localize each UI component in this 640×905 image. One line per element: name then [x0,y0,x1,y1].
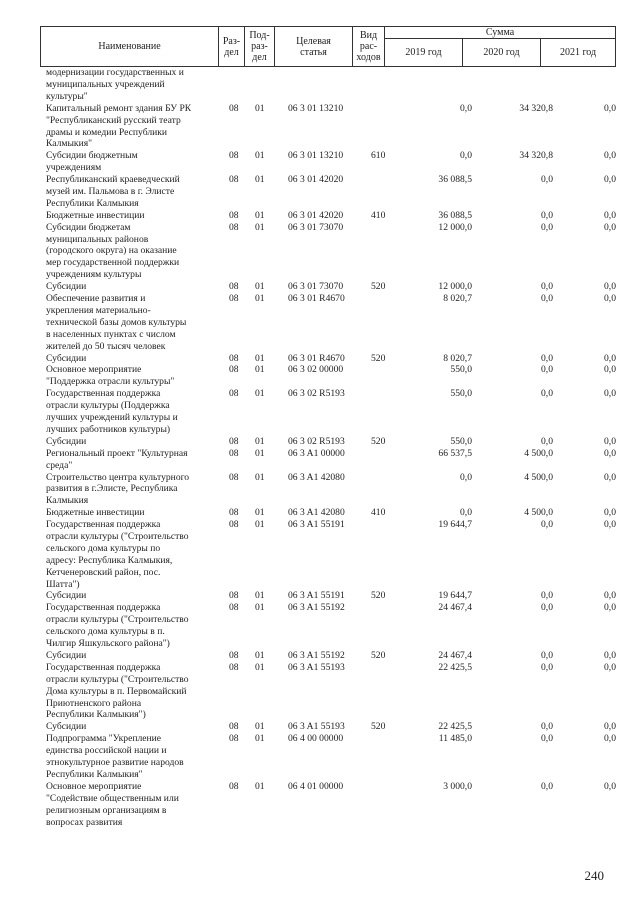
row-name-line: единства российской нации и [46,745,167,757]
row-name-line: Государственная поддержка [46,602,161,614]
row-name-line: Региональный проект "Культурная [46,447,188,459]
row-sum-2021: 0,0 [604,733,616,745]
row-name [46,507,218,519]
table-row [0,67,640,103]
row-name-line: Чилгир Яшкульского района") [46,638,170,650]
row-name-line: лучших учреждений культуры и [46,412,178,424]
row-name-line: муниципальных районов [46,233,149,245]
row-sum-2019: 550,0 [450,364,472,376]
row-name-line: Государственная поддержка [46,519,161,531]
row-name-line: вопросах развития [46,816,123,828]
row-name-line: укрепления материально- [46,304,151,316]
header-razdel-line-1: Раз- [222,35,241,47]
row-name-line: Государственная поддержка [46,388,161,400]
row-sum-2020: 34 320,8 [519,150,553,162]
table-row [0,281,640,293]
row-sum-2020: 0,0 [541,364,553,376]
table-row [0,472,640,508]
row-name [46,103,218,151]
table-row [0,590,640,602]
row-razdel: 08 [229,780,239,792]
row-name-line: отрасли культуры ("Строительство [46,614,189,626]
row-name-line: лучших работников культуры) [46,423,171,435]
row-sum-2021: 0,0 [604,293,616,305]
row-name [46,590,218,602]
row-name-line: отрасли культуры ("Строительство [46,531,189,542]
row-name-line: отрасли культуры (Поддержка [46,400,170,412]
row-razdel: 08 [229,150,239,162]
row-razdel: 08 [229,352,239,364]
row-podrazdel: 01 [255,364,265,376]
row-tselevaya: 06 3 A1 55192 [288,649,345,661]
table-row [0,733,640,781]
row-sum-2021: 0,0 [604,649,616,661]
row-sum-2019: 22 425,5 [438,721,472,733]
header-podrazdel-line-2: раз- [251,41,268,52]
header-vid [353,27,385,67]
row-sum-2020: 0,0 [541,721,553,733]
row-name-line: Субсидии [46,721,87,733]
row-podrazdel: 01 [255,281,265,293]
header-razdel-line-2: дел [224,46,239,58]
table-row [0,781,640,829]
header-summa: Сумма [385,27,616,39]
row-tselevaya: 06 3 01 R4670 [288,352,345,364]
row-sum-2020: 4 500,0 [524,507,553,519]
row-name [46,436,218,448]
row-sum-2019: 550,0 [450,388,472,400]
row-name-line: Республики Калмыкия [46,197,139,209]
header-tselevaya [275,27,353,67]
table-row [0,388,640,436]
row-name-line: Основное мероприятие [46,364,142,376]
row-podrazdel: 01 [255,447,265,459]
header-tselevaya-line-1: Целевая [296,35,331,47]
row-tselevaya: 06 3 A1 42080 [288,471,345,483]
row-name [46,650,218,662]
row-name-line: муниципальных учреждений [46,78,165,90]
row-sum-2021: 0,0 [604,447,616,459]
row-tselevaya: 06 3 01 73070 [288,221,344,233]
row-sum-2021: 0,0 [604,352,616,364]
row-sum-2021: 0,0 [604,661,616,673]
row-sum-2020: 0,0 [541,388,553,400]
row-name-line: Субсидии [46,435,87,447]
row-sum-2019: 11 485,0 [438,733,472,745]
header-podrazdel-line-1: Под- [249,30,270,41]
row-name-line: в населенных пунктах с числом [46,328,176,340]
row-name [46,174,218,210]
table-row [0,721,640,733]
row-name [46,67,218,103]
page-number: 240 [584,868,604,883]
row-sum-2020: 0,0 [541,221,553,233]
row-tselevaya: 06 3 A1 42080 [288,507,345,519]
row-podrazdel: 01 [255,293,265,305]
row-name-line: жителей до 50 тысяч человек [46,340,166,352]
row-sum-2020: 0,0 [541,661,553,673]
row-sum-2021: 0,0 [604,209,616,221]
row-name-line: Бюджетные инвестиции [46,507,145,519]
row-razdel: 08 [229,602,239,614]
row-sum-2019: 12 000,0 [438,281,472,293]
row-razdel: 08 [229,447,239,459]
header-tselevaya-line-2: статья [300,46,327,58]
header-vid-line-1: Вид [359,30,378,41]
row-tselevaya: 06 3 A1 55193 [288,721,345,733]
row-name-line: Субсидии [46,590,87,602]
row-podrazdel: 01 [255,388,265,400]
row-sum-2021: 0,0 [604,364,616,376]
row-name-line: культуры" [46,90,88,102]
row-sum-2019: 8 020,7 [443,293,472,305]
row-vid: 520 [371,435,386,447]
row-vid: 520 [371,649,386,661]
row-name [46,448,218,472]
row-sum-2020: 4 500,0 [524,447,553,459]
row-name [46,353,218,365]
row-name-line: Калмыкия" [46,138,93,150]
row-name [46,364,218,388]
row-sum-2020: 0,0 [541,519,553,531]
row-name [46,293,218,353]
row-podrazdel: 01 [255,102,265,114]
row-sum-2019: 0,0 [460,102,472,114]
row-sum-2020: 34 320,8 [519,102,553,114]
row-podrazdel: 01 [255,649,265,661]
row-podrazdel: 01 [255,150,265,162]
row-podrazdel: 01 [255,209,265,221]
row-sum-2021: 0,0 [604,150,616,162]
row-sum-2021: 0,0 [604,388,616,400]
row-podrazdel: 01 [255,221,265,233]
row-vid: 410 [371,507,386,519]
header-name: Наименование [41,27,219,67]
row-sum-2020: 0,0 [541,281,553,293]
row-tselevaya: 06 3 A1 55191 [288,519,345,531]
row-razdel: 08 [229,590,239,602]
row-sum-2019: 0,0 [460,507,472,519]
header-podrazdel [245,27,275,67]
row-vid: 610 [371,150,386,162]
row-name-line: драмы и комедии Республики [46,126,168,138]
row-vid: 410 [371,209,386,221]
row-name-line: Капитальный ремонт здания БУ РК [46,102,192,114]
row-sum-2021: 0,0 [604,590,616,602]
row-name-line: "Содействие общественным или [46,792,179,804]
row-sum-2019: 24 467,4 [438,602,472,614]
row-sum-2019: 19 644,7 [438,519,472,531]
row-name-line: учреждениям [46,162,102,174]
row-sum-2020: 0,0 [541,352,553,364]
row-sum-2021: 0,0 [604,602,616,614]
row-name-line: сельского дома культуры в п. [46,626,165,638]
row-name-line: "Поддержка отрасли культуры" [46,376,175,388]
table-row [0,436,640,448]
row-sum-2019: 0,0 [460,471,472,483]
row-sum-2020: 0,0 [541,435,553,447]
row-name-line: Субсидии бюджетным [46,150,138,162]
row-name-line: Субсидии [46,649,87,661]
row-name [46,602,218,650]
row-sum-2021: 0,0 [604,102,616,114]
header-vid-line-3: ходов [356,52,381,63]
row-tselevaya: 06 3 02 00000 [288,364,344,376]
row-name-line: (городского округа) на оказание [46,245,177,257]
row-name-line: Государственная поддержка [46,661,161,673]
row-name [46,721,218,733]
row-tselevaya: 06 3 01 73070 [288,281,344,293]
row-razdel: 08 [229,281,239,293]
row-tselevaya: 06 3 A1 55191 [288,590,345,602]
header-year-2021: 2021 год [541,39,616,67]
row-tselevaya: 06 3 01 42020 [288,174,344,186]
row-vid: 520 [371,590,386,602]
row-vid: 520 [371,721,386,733]
row-podrazdel: 01 [255,435,265,447]
row-name [46,210,218,222]
row-sum-2020: 0,0 [541,293,553,305]
table-row [0,650,640,662]
table-row [0,293,640,353]
row-sum-2021: 0,0 [604,471,616,483]
row-sum-2019: 550,0 [450,435,472,447]
row-sum-2019: 3 000,0 [443,780,472,792]
row-name [46,781,218,829]
row-razdel: 08 [229,293,239,305]
row-name-line: отрасли культуры ("Строительство [46,673,189,685]
row-razdel: 08 [229,661,239,673]
row-tselevaya: 06 4 01 00000 [288,780,344,792]
row-sum-2021: 0,0 [604,281,616,293]
row-tselevaya: 06 3 01 R4670 [288,293,345,305]
row-name-line: адресу: Республика Калмыкия, [46,554,173,566]
row-name [46,150,218,174]
row-sum-2021: 0,0 [604,221,616,233]
row-sum-2019: 12 000,0 [438,221,472,233]
row-tselevaya: 06 3 01 42020 [288,209,344,221]
row-name-line: Дома культуры в п. Первомайский [46,685,187,697]
header-year-2019: 2019 год [385,39,463,67]
header-vid-line-2: рас- [359,41,378,52]
row-name-line: Строительство центра культурного [46,471,190,483]
row-name-line: Субсидии [46,281,87,293]
row-name-line: Субсидии [46,352,87,364]
row-tselevaya: 06 3 02 R5193 [288,388,345,400]
row-name-line: Республики Калмыкия") [46,709,146,721]
row-razdel: 08 [229,364,239,376]
row-name-line: Субсидии бюджетам [46,221,131,233]
row-sum-2021: 0,0 [604,780,616,792]
row-name-line: Шатта") [46,578,80,590]
row-name-line: сельского дома культуры по [46,542,161,554]
row-name [46,281,218,293]
row-razdel: 08 [229,519,239,531]
row-razdel: 08 [229,435,239,447]
row-sum-2019: 36 088,5 [438,174,472,186]
row-razdel: 08 [229,649,239,661]
row-vid: 520 [371,352,386,364]
row-sum-2019: 19 644,7 [438,590,472,602]
row-name [46,662,218,722]
row-sum-2021: 0,0 [604,435,616,447]
header-razdel [219,27,245,67]
row-name-line: Бюджетные инвестиции [46,209,145,221]
row-name [46,472,218,508]
table-row [0,507,640,519]
row-name-line: Республиканский краеведческий [46,174,180,186]
row-name [46,388,218,436]
row-sum-2021: 0,0 [604,174,616,186]
row-name-line: Обеспечение развития и [46,293,146,305]
row-sum-2019: 36 088,5 [438,209,472,221]
row-sum-2021: 0,0 [604,507,616,519]
row-tselevaya: 06 3 02 R5193 [288,435,345,447]
row-name [46,519,218,590]
row-name-line: Калмыкия [46,495,89,507]
row-razdel: 08 [229,471,239,483]
row-sum-2020: 0,0 [541,174,553,186]
row-sum-2019: 24 467,4 [438,649,472,661]
row-podrazdel: 01 [255,590,265,602]
row-name-line: этнокультурное развитие народов [46,757,184,769]
row-podrazdel: 01 [255,661,265,673]
row-sum-2020: 0,0 [541,602,553,614]
row-podrazdel: 01 [255,471,265,483]
row-sum-2021: 0,0 [604,519,616,531]
row-podrazdel: 01 [255,507,265,519]
row-podrazdel: 01 [255,780,265,792]
row-razdel: 08 [229,721,239,733]
row-razdel: 08 [229,174,239,186]
table-row [0,364,640,388]
row-name-line: мер государственной поддержки [46,257,180,269]
table-row [0,103,640,151]
table-row [0,222,640,282]
row-podrazdel: 01 [255,721,265,733]
row-podrazdel: 01 [255,174,265,186]
row-name-line: учреждениям культуры [46,269,142,281]
row-sum-2019: 0,0 [460,150,472,162]
row-sum-2020: 0,0 [541,649,553,661]
table-row [0,174,640,210]
row-sum-2019: 66 537,5 [438,447,472,459]
table-row [0,448,640,472]
table-row [0,150,640,174]
row-name [46,733,218,781]
row-sum-2021: 0,0 [604,721,616,733]
table-row [0,353,640,365]
row-tselevaya: 06 3 01 13210 [288,102,344,114]
row-sum-2020: 4 500,0 [524,471,553,483]
row-razdel: 08 [229,102,239,114]
row-name-line: среда" [46,459,73,471]
table-row [0,210,640,222]
row-sum-2019: 22 425,5 [438,661,472,673]
row-name-line: модернизации государственных и [46,67,184,78]
row-podrazdel: 01 [255,733,265,745]
row-podrazdel: 01 [255,352,265,364]
row-name-line: Кетченеровский район, пос. [46,566,161,578]
row-name-line: технической базы домов культуры [46,316,187,328]
row-razdel: 08 [229,733,239,745]
table-row [0,519,640,590]
row-sum-2020: 0,0 [541,590,553,602]
row-sum-2020: 0,0 [541,209,553,221]
row-podrazdel: 01 [255,519,265,531]
row-razdel: 08 [229,388,239,400]
row-razdel: 08 [229,221,239,233]
row-tselevaya: 06 3 A1 55192 [288,602,345,614]
row-vid: 520 [371,281,386,293]
row-tselevaya: 06 3 01 13210 [288,150,344,162]
row-name-line: Подпрограмма "Укрепление [46,733,162,745]
row-name-line: Приютненского района [46,697,142,709]
header-year-2020: 2020 год [463,39,541,67]
table-row [0,662,640,722]
row-razdel: 08 [229,209,239,221]
row-name-line: музей им. Пальмова в г. Элисте [46,185,175,197]
row-tselevaya: 06 4 00 00000 [288,733,344,745]
row-name-line: "Республиканский русский театр [46,114,181,126]
row-tselevaya: 06 3 A1 00000 [288,447,345,459]
row-podrazdel: 01 [255,602,265,614]
row-sum-2020: 0,0 [541,733,553,745]
table-header [40,26,616,67]
row-name-line: развития в г.Элисте, Республика [46,483,178,495]
row-sum-2020: 0,0 [541,780,553,792]
row-name-line: Основное мероприятие [46,780,142,792]
header-podrazdel-line-3: дел [252,52,267,63]
row-name [46,222,218,282]
row-tselevaya: 06 3 A1 55193 [288,661,345,673]
table-body [0,67,640,828]
row-name-line: религиозным организациям в [46,804,167,816]
table-row [0,602,640,650]
row-name-line: Республики Калмыкия" [46,768,143,780]
row-sum-2019: 8 020,7 [443,352,472,364]
row-razdel: 08 [229,507,239,519]
